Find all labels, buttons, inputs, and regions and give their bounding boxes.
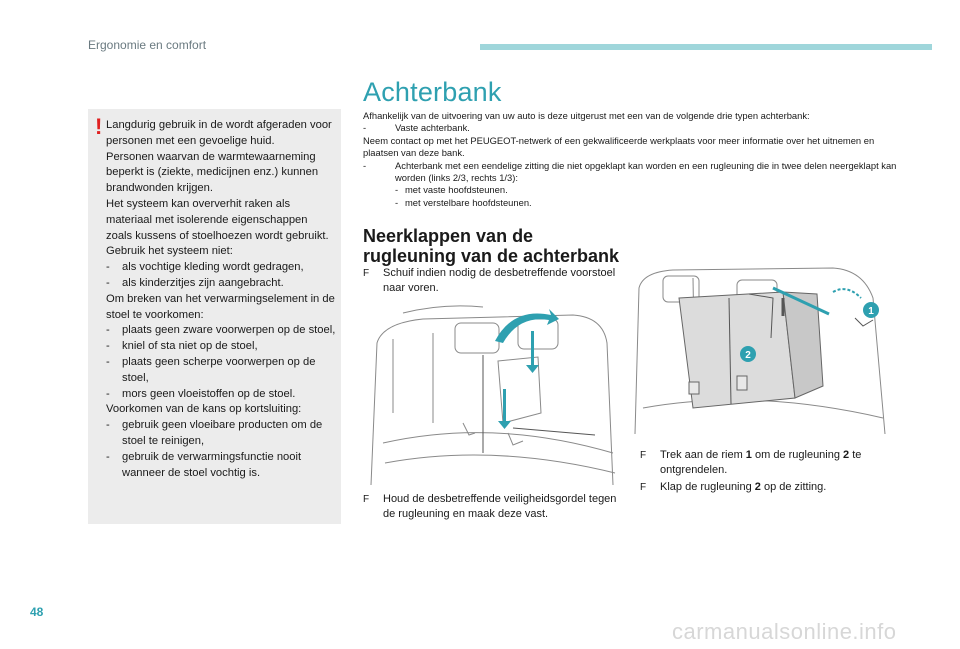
- warning-icon: !: [95, 114, 103, 139]
- list-item: - plaats geen scherpe voorwerpen op de stoel,: [106, 355, 316, 384]
- list-item: - als vochtige kleding wordt gedragen,: [106, 261, 304, 274]
- list-item: - als kinderzitjes zijn aangebracht.: [106, 276, 284, 289]
- warning-para: Voorkomen van de kans op kortsluiting:: [106, 403, 302, 416]
- bullet-icon: F: [640, 450, 647, 461]
- step-2: F Houd de desbetreffende veiligheidsgordel tegen de rugleuning en maak deze vast.: [363, 493, 617, 520]
- step-3: F Trek aan de riem 1 om de rugleuning 2 te ontgrendelen.: [640, 449, 862, 476]
- intro-text: [363, 110, 908, 209]
- step-4: F Klap de rugleuning 2 op de zitting.: [640, 481, 827, 493]
- hand-icon: [855, 318, 873, 326]
- section-title: Ergonomie en comfort: [88, 38, 207, 52]
- sub-list-item: - met verstelbare hoofdsteunen.: [395, 196, 532, 208]
- list-item: - Achterbank met een eendelige zitting die niet opgeklapt kan worden en een rugleuning die in twee delen neergeklapt kan worden (links 2/3, rechts 1/3):: [363, 159, 897, 184]
- intro-line: Afhankelijk van de uitvoering van uw auto is deze uitgerust met een van de volgende drie typen achterbank:: [363, 110, 810, 121]
- warning-para: Om breken van het verwarmingselement in de stoel te voorkomen:: [106, 292, 335, 321]
- warning-para: Gebruik het systeem niet:: [106, 245, 233, 258]
- list-item: - gebruik geen vloeibare producten om de stoel te reinigen,: [106, 419, 323, 447]
- pull-arrow-icon: [833, 289, 861, 298]
- page-number: 48: [30, 605, 44, 619]
- bullet-icon: F: [363, 494, 370, 505]
- header-bar: [480, 44, 932, 50]
- list-item: - gebruik de verwarmingsfunctie nooit wanneer de stoel vochtig is.: [106, 450, 302, 479]
- list-item: - kniel of sta niet op de stoel,: [106, 340, 258, 353]
- bullet-icon: F: [363, 268, 370, 279]
- watermark: carmanualsonline.info: [672, 619, 897, 644]
- callout-2-label: 2: [745, 350, 751, 361]
- intro-line: Neem contact op met het PEUGEOT-netwerk of een gekwalificeerde werkplaats voor meer informatie over het uitnemen en plaatsen van deze bank.: [363, 134, 875, 159]
- arrow-down-icon: [498, 389, 511, 429]
- warning-text: [106, 118, 336, 481]
- callout-1-label: 1: [868, 306, 874, 317]
- list-item: - mors geen vloeistoffen op de stoel.: [106, 387, 296, 400]
- list-item: - Vaste achterbank.: [363, 122, 470, 134]
- warning-para: Het systeem kan oververhit raken als materiaal met isolerende eigenschappen zoals kussens of stoelhoezen wordt gebruikt.: [106, 197, 329, 242]
- rear-seat-illustration-left: [363, 303, 625, 485]
- fold-arrow-icon: [495, 309, 559, 343]
- section-heading: Neerklappen van de rugleuning van de achterbank: [363, 226, 620, 266]
- arrow-down-icon: [526, 331, 539, 373]
- step-1: F Schuif indien nodig de desbetreffende voorstoel naar voren.: [363, 267, 616, 294]
- rear-seat-illustration-right: [633, 258, 889, 434]
- warning-para: Langdurig gebruik in de wordt afgeraden voor personen met een gevoelige huid.: [106, 119, 332, 147]
- list-item: - plaats geen zware voorwerpen op de stoel,: [106, 324, 336, 337]
- sub-list-item: - met vaste hoofdsteunen.: [395, 184, 508, 196]
- page-title: Achterbank: [363, 77, 502, 107]
- warning-para: Personen waarvan de warmtewaarneming beperkt is (ziekte, medicijnen enz.) kunnen brandwonden krijgen.: [106, 150, 319, 195]
- bullet-icon: F: [640, 482, 647, 493]
